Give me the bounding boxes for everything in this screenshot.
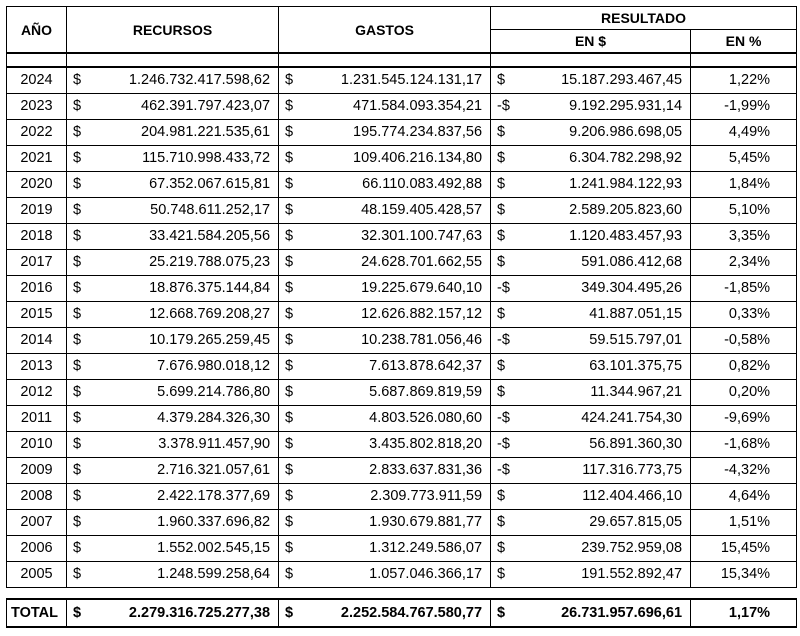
row-result: 424.241.754,30 <box>517 406 691 432</box>
total-resources: 2.279.316.725.277,38 <box>89 599 279 627</box>
table-row <box>7 198 797 224</box>
row-result-currency: $ <box>491 250 517 276</box>
results-table <box>6 6 797 628</box>
row-expenses-currency: $ <box>279 536 301 562</box>
row-resources: 1.960.337.696,82 <box>89 510 279 536</box>
row-result: 56.891.360,30 <box>517 432 691 458</box>
row-resources-currency: $ <box>67 276 89 302</box>
table-row <box>7 67 797 94</box>
row-expenses-currency: $ <box>279 94 301 120</box>
row-result-currency: $ <box>491 562 517 588</box>
row-expenses: 5.687.869.819,59 <box>301 380 491 406</box>
table-row <box>7 484 797 510</box>
row-result-currency: -$ <box>491 432 517 458</box>
row-year: 2022 <box>7 120 67 146</box>
row-resources: 3.378.911.457,90 <box>89 432 279 458</box>
row-expenses: 1.930.679.881,77 <box>301 510 491 536</box>
table-row <box>7 224 797 250</box>
table-row <box>7 146 797 172</box>
row-resources-currency: $ <box>67 536 89 562</box>
row-result-pct: -0,58% <box>691 328 797 354</box>
row-year: 2011 <box>7 406 67 432</box>
row-result-pct: -9,69% <box>691 406 797 432</box>
row-result: 59.515.797,01 <box>517 328 691 354</box>
total-expenses: 2.252.584.767.580,77 <box>301 599 491 627</box>
row-result-pct: -1,85% <box>691 276 797 302</box>
table-body <box>7 53 797 588</box>
row-year: 2008 <box>7 484 67 510</box>
row-result: 6.304.782.298,92 <box>517 146 691 172</box>
row-result-pct: 5,10% <box>691 198 797 224</box>
row-year: 2023 <box>7 94 67 120</box>
row-year: 2013 <box>7 354 67 380</box>
row-expenses-currency: $ <box>279 172 301 198</box>
row-expenses-currency: $ <box>279 458 301 484</box>
row-result-pct: 3,35% <box>691 224 797 250</box>
row-expenses: 2.309.773.911,59 <box>301 484 491 510</box>
row-year: 2005 <box>7 562 67 588</box>
row-resources: 50.748.611.252,17 <box>89 198 279 224</box>
row-resources: 1.552.002.545,15 <box>89 536 279 562</box>
row-expenses-currency: $ <box>279 198 301 224</box>
row-result-currency: -$ <box>491 458 517 484</box>
total-expenses-currency: $ <box>279 599 301 627</box>
table-row <box>7 406 797 432</box>
row-resources: 67.352.067.615,81 <box>89 172 279 198</box>
row-year: 2014 <box>7 328 67 354</box>
row-year: 2021 <box>7 146 67 172</box>
row-resources-currency: $ <box>67 94 89 120</box>
row-expenses: 471.584.093.354,21 <box>301 94 491 120</box>
row-year: 2024 <box>7 67 67 94</box>
row-year: 2018 <box>7 224 67 250</box>
row-resources-currency: $ <box>67 458 89 484</box>
row-resources: 2.422.178.377,69 <box>89 484 279 510</box>
row-result-pct: 1,84% <box>691 172 797 198</box>
table-row <box>7 354 797 380</box>
row-result-pct: -1,68% <box>691 432 797 458</box>
row-result-pct: 0,82% <box>691 354 797 380</box>
row-expenses: 1.312.249.586,07 <box>301 536 491 562</box>
row-expenses: 7.613.878.642,37 <box>301 354 491 380</box>
spacer-row <box>7 53 797 67</box>
row-result-pct: 0,33% <box>691 302 797 328</box>
row-result-pct: 15,45% <box>691 536 797 562</box>
row-expenses-currency: $ <box>279 406 301 432</box>
row-year: 2019 <box>7 198 67 224</box>
header-result-pct: EN % <box>691 30 797 54</box>
row-resources: 18.876.375.144,84 <box>89 276 279 302</box>
row-expenses-currency: $ <box>279 146 301 172</box>
row-resources-currency: $ <box>67 354 89 380</box>
row-expenses-currency: $ <box>279 510 301 536</box>
row-expenses: 32.301.100.747,63 <box>301 224 491 250</box>
row-year: 2020 <box>7 172 67 198</box>
row-resources-currency: $ <box>67 146 89 172</box>
row-expenses-currency: $ <box>279 484 301 510</box>
row-result-pct: 4,64% <box>691 484 797 510</box>
total-section <box>7 588 797 628</box>
row-result-pct: -4,32% <box>691 458 797 484</box>
spacer-row-bottom <box>7 588 797 600</box>
row-expenses-currency: $ <box>279 432 301 458</box>
row-resources: 1.248.599.258,64 <box>89 562 279 588</box>
row-resources: 462.391.797.423,07 <box>89 94 279 120</box>
row-result: 1.120.483.457,93 <box>517 224 691 250</box>
row-resources: 204.981.221.535,61 <box>89 120 279 146</box>
total-result-currency: $ <box>491 599 517 627</box>
row-resources: 10.179.265.259,45 <box>89 328 279 354</box>
header-expenses: GASTOS <box>279 7 491 54</box>
row-expenses-currency: $ <box>279 224 301 250</box>
row-result: 112.404.466,10 <box>517 484 691 510</box>
table-row <box>7 120 797 146</box>
row-result-currency: $ <box>491 354 517 380</box>
row-resources-currency: $ <box>67 198 89 224</box>
row-result-currency: $ <box>491 146 517 172</box>
row-result-currency: $ <box>491 302 517 328</box>
row-result: 117.316.773,75 <box>517 458 691 484</box>
row-expenses: 4.803.526.080,60 <box>301 406 491 432</box>
row-year: 2007 <box>7 510 67 536</box>
row-expenses-currency: $ <box>279 302 301 328</box>
table-row <box>7 380 797 406</box>
row-expenses: 12.626.882.157,12 <box>301 302 491 328</box>
row-result-currency: $ <box>491 120 517 146</box>
row-result-currency: $ <box>491 510 517 536</box>
row-result-pct: 2,34% <box>691 250 797 276</box>
row-result: 9.192.295.931,14 <box>517 94 691 120</box>
row-resources-currency: $ <box>67 484 89 510</box>
row-expenses: 10.238.781.056,46 <box>301 328 491 354</box>
row-resources: 7.676.980.018,12 <box>89 354 279 380</box>
header-row <box>7 7 797 30</box>
row-result-pct: 5,45% <box>691 146 797 172</box>
row-result: 191.552.892,47 <box>517 562 691 588</box>
row-year: 2017 <box>7 250 67 276</box>
header-result: RESULTADO <box>491 7 797 30</box>
row-resources-currency: $ <box>67 67 89 94</box>
row-expenses-currency: $ <box>279 380 301 406</box>
total-result: 26.731.957.696,61 <box>517 599 691 627</box>
row-resources-currency: $ <box>67 562 89 588</box>
row-result: 63.101.375,75 <box>517 354 691 380</box>
row-resources-currency: $ <box>67 510 89 536</box>
table-row <box>7 562 797 588</box>
row-result-currency: $ <box>491 484 517 510</box>
row-result-currency: $ <box>491 198 517 224</box>
row-year: 2006 <box>7 536 67 562</box>
row-result-currency: $ <box>491 380 517 406</box>
row-result-pct: 1,51% <box>691 510 797 536</box>
header-result-money: EN $ <box>491 30 691 54</box>
row-year: 2012 <box>7 380 67 406</box>
row-year: 2010 <box>7 432 67 458</box>
row-result-pct: 0,20% <box>691 380 797 406</box>
table-row <box>7 432 797 458</box>
row-result-currency: -$ <box>491 94 517 120</box>
row-result-currency: $ <box>491 67 517 94</box>
header-resources: RECURSOS <box>67 7 279 54</box>
row-result: 29.657.815,05 <box>517 510 691 536</box>
row-expenses: 2.833.637.831,36 <box>301 458 491 484</box>
row-expenses: 1.231.545.124.131,17 <box>301 67 491 94</box>
row-result: 2.589.205.823,60 <box>517 198 691 224</box>
row-expenses: 19.225.679.640,10 <box>301 276 491 302</box>
row-expenses: 1.057.046.366,17 <box>301 562 491 588</box>
row-resources-currency: $ <box>67 302 89 328</box>
row-result: 349.304.495,26 <box>517 276 691 302</box>
row-result: 11.344.967,21 <box>517 380 691 406</box>
row-resources-currency: $ <box>67 172 89 198</box>
table-row <box>7 328 797 354</box>
table-row <box>7 250 797 276</box>
row-result-currency: -$ <box>491 276 517 302</box>
row-expenses-currency: $ <box>279 328 301 354</box>
row-resources-currency: $ <box>67 250 89 276</box>
row-expenses-currency: $ <box>279 250 301 276</box>
row-result-currency: -$ <box>491 328 517 354</box>
row-expenses: 195.774.234.837,56 <box>301 120 491 146</box>
row-expenses: 3.435.802.818,20 <box>301 432 491 458</box>
table-row <box>7 510 797 536</box>
total-resources-currency: $ <box>67 599 89 627</box>
row-expenses-currency: $ <box>279 67 301 94</box>
row-expenses: 48.159.405.428,57 <box>301 198 491 224</box>
table-row <box>7 276 797 302</box>
row-resources: 25.219.788.075,23 <box>89 250 279 276</box>
row-resources: 33.421.584.205,56 <box>89 224 279 250</box>
row-resources-currency: $ <box>67 380 89 406</box>
row-year: 2009 <box>7 458 67 484</box>
total-row <box>7 599 797 627</box>
row-expenses-currency: $ <box>279 562 301 588</box>
row-result-pct: -1,99% <box>691 94 797 120</box>
row-resources-currency: $ <box>67 224 89 250</box>
row-expenses: 66.110.083.492,88 <box>301 172 491 198</box>
row-result-currency: -$ <box>491 406 517 432</box>
row-result: 41.887.051,15 <box>517 302 691 328</box>
row-result-pct: 4,49% <box>691 120 797 146</box>
row-result-currency: $ <box>491 224 517 250</box>
total-label: TOTAL <box>7 599 67 627</box>
row-result: 9.206.986.698,05 <box>517 120 691 146</box>
row-expenses-currency: $ <box>279 120 301 146</box>
row-resources: 2.716.321.057,61 <box>89 458 279 484</box>
row-resources-currency: $ <box>67 120 89 146</box>
row-year: 2016 <box>7 276 67 302</box>
row-result-pct: 1,22% <box>691 67 797 94</box>
row-resources: 1.246.732.417.598,62 <box>89 67 279 94</box>
row-resources-currency: $ <box>67 406 89 432</box>
row-result-pct: 15,34% <box>691 562 797 588</box>
table-row <box>7 302 797 328</box>
row-result: 591.086.412,68 <box>517 250 691 276</box>
row-expenses-currency: $ <box>279 276 301 302</box>
row-result: 15.187.293.467,45 <box>517 67 691 94</box>
total-result-pct: 1,17% <box>691 599 797 627</box>
row-expenses: 24.628.701.662,55 <box>301 250 491 276</box>
row-resources: 115.710.998.433,72 <box>89 146 279 172</box>
row-result-currency: $ <box>491 172 517 198</box>
row-resources: 12.668.769.208,27 <box>89 302 279 328</box>
row-year: 2015 <box>7 302 67 328</box>
row-resources: 5.699.214.786,80 <box>89 380 279 406</box>
row-resources-currency: $ <box>67 432 89 458</box>
table-row <box>7 172 797 198</box>
row-result: 1.241.984.122,93 <box>517 172 691 198</box>
row-resources: 4.379.284.326,30 <box>89 406 279 432</box>
row-result-currency: $ <box>491 536 517 562</box>
table-row <box>7 458 797 484</box>
row-result: 239.752.959,08 <box>517 536 691 562</box>
row-expenses-currency: $ <box>279 354 301 380</box>
row-expenses: 109.406.216.134,80 <box>301 146 491 172</box>
header-year: AÑO <box>7 7 67 54</box>
row-resources-currency: $ <box>67 328 89 354</box>
table-row <box>7 94 797 120</box>
table-row <box>7 536 797 562</box>
